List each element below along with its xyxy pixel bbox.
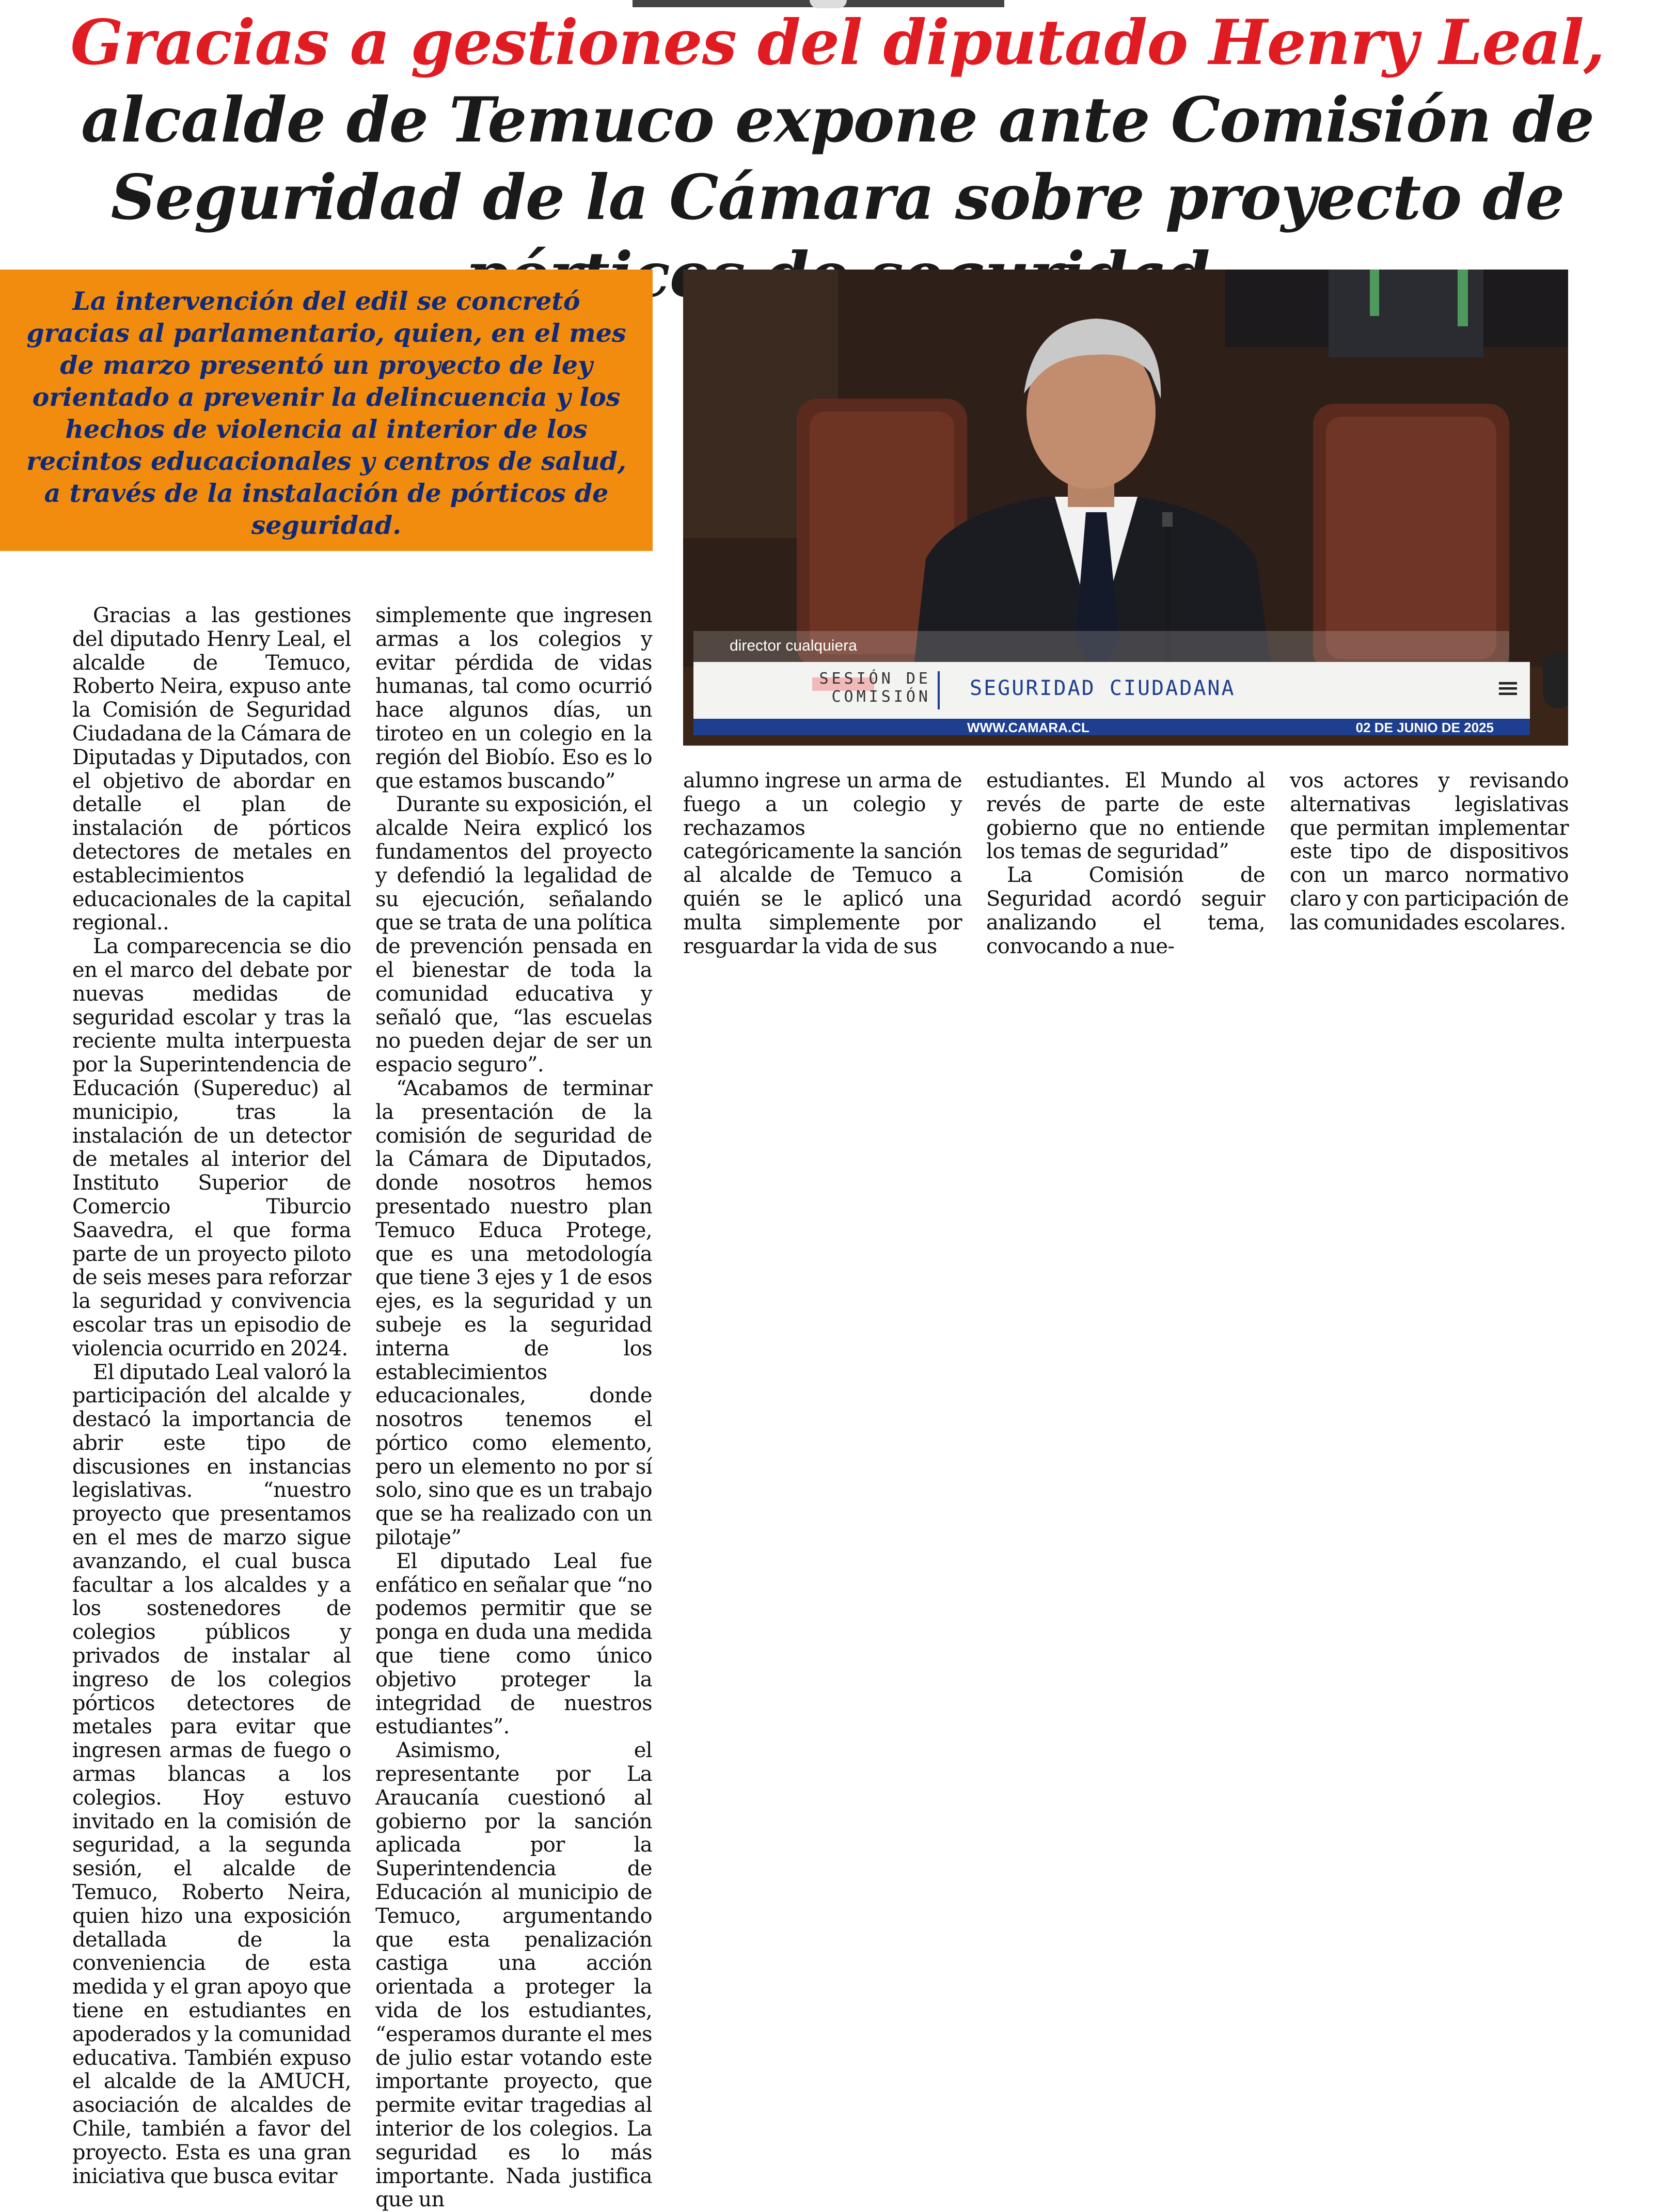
article-column-1: [72, 604, 351, 2188]
paragraph-continuation: simplemente que ingresen armas a los colegios y evitar pérdida de vidas humanas, tal como ocurrió hace algunos días, un tiroteo en un colegio en la región del Biobío. Eso es lo que estamos buscando”: [375, 604, 652, 793]
lead-summary-box: La intervención del edil se concretó gracias al parlamentario, quien, en el mes de marzo presentó un proyecto de ley orientado a prevenir la delincuencia y los hechos de violencia al interior de los recintos educacionales y centros de salud, a través de la instalación de pórticos de seguridad.: [0, 270, 653, 551]
paragraph-continuation: vos actores y revisando alternativas legislativas que permitan implementar este tipo de dispositivos con un marco normativo claro y con participación de las comunidades escolares.: [1290, 769, 1569, 935]
paragraph: Asimismo, el representante por La Araucanía cuestionó al gobierno por la sanción aplicada por la Superintendencia de Educación al municipio de Temuco, argumentando que esta penalización castiga una acción orientada a proteger la vida de los estudiantes, “esperamos durante el mes de julio estar votando este importante proyecto, que permite evitar tragedias al interior de los colegios. La seguridad es lo más importante. Nada justifica que un: [375, 1739, 652, 2212]
paragraph: La Comisión de Seguridad acordó seguir analizando el tema, convocando a nue-: [986, 863, 1265, 958]
session-date: 02 DE JUNIO DE 2025: [1355, 720, 1494, 735]
headline-highlight: Gracias a gestiones del diputado Henry Leal,: [70, 6, 1605, 79]
session-label-line1: SESIÓN DE: [819, 670, 931, 688]
article-column-4: [986, 769, 1265, 958]
photo-caption-name: director cualquiera: [730, 637, 857, 654]
paragraph: Durante su exposición, el alcalde Neira explicó los fundamentos del proyecto y defendió la legalidad de su ejecución, señalando que se trata de una política de prevención pensada en el bienestar de toda la comunidad educativa y señaló que, “las escuelas no pueden dejar de ser un espacio seguro”.: [375, 793, 652, 1077]
website-label: WWW.CAMARA.CL: [967, 720, 1089, 735]
paragraph-continuation: estudiantes. El Mundo al revés de parte de este gobierno que no entiende los temas de seguridad”: [986, 769, 1265, 864]
headline: [57, 4, 1618, 314]
article-column-2: [375, 604, 652, 2212]
paragraph: El diputado Leal fue enfático en señalar que “no podemos permitir que se ponga en duda una medida que tiene como único objetivo proteger la integridad de nuestros estudiantes”.: [375, 1549, 652, 1739]
paragraph: Gracias a las gestiones del diputado Henry Leal, el alcalde de Temuco, Roberto Neira, expuso ante la Comisión de Seguridad Ciudadana de la Cámara de Diputadas y Diputados, con el objetivo de abordar en detalle el plan de instalación de pórticos detectores de metales en establecimientos educacionales de la capital regional..: [72, 604, 351, 935]
article-column-5: [1290, 769, 1569, 935]
session-label-line2: COMISIÓN: [831, 688, 931, 706]
paragraph-continuation: alumno ingrese un arma de fuego a un colegio y rechazamos categóricamente la sanción al alcalde de Temuco a quién se le aplicó una multa simplemente por resguardar la vida de sus: [683, 769, 962, 958]
menu-icon: ≡: [1496, 671, 1520, 705]
article-column-3: [683, 769, 962, 958]
paragraph: El diputado Leal valoró la participación del alcalde y destacó la importancia de abrir este tipo de discusiones en instancias legislativas. “nuestro proyecto que presentamos en el mes de marzo sigue avanzando, el cual busca facultar a los alcaldes y a los sostenedores de colegios públicos y privados de instalar al ingreso de los colegios pórticos detectores de metales para evitar que ingresen armas de fuego o armas blancas a los colegios. Hoy estuvo invitado en la comisión de seguridad, a la segunda sesión, el alcalde de Temuco, Roberto Neira, quien hizo una exposición detallada de la conveniencia de esta medida y el gran apoyo que tiene en estudiantes en apoderados y la comunidad educativa. También expuso el alcalde de la AMUCH, asociación de alcaldes de Chile, también a favor del proyecto. Esta es una gran iniciativa que busca evitar: [72, 1360, 351, 2188]
headline-rest: alcalde de Temuco expone ante Comisión de Seguridad de la Cámara sobre proyecto de: [81, 84, 1594, 234]
commission-name: SEGURIDAD CIUDADANA: [970, 676, 1236, 700]
paragraph: La comparecencia se dio en el marco del debate por nuevas medidas de seguridad escolar y tras la reciente multa interpuesta por la Superintendencia de Educación (Supereduc) al municipio, tras la instalación de un detector de metales al interior del Instituto Superior de Comercio Tiburcio Saavedra, el que forma parte de un proyecto piloto de seis meses para reforzar la seguridad y convivencia escolar tras un episodio de violencia ocurrido en 2024.: [72, 935, 351, 1361]
paragraph: “Acabamos de terminar la presentación de la comisión de seguridad de la Cámara de Diputados, donde nosotros hemos presentado nuestro plan Temuco Educa Protege, que es una metodología que tiene 3 ejes y 1 de esos ejes, es la seguridad y un subeje es la seguridad interna de los establecimientos educacionales, donde nosotros tenemos el pórtico como elemento, pero un elemento no por sí solo, sino que es un trabajo que se ha realizado con un pilotaje”: [375, 1076, 652, 1550]
news-photo: [683, 270, 1568, 746]
